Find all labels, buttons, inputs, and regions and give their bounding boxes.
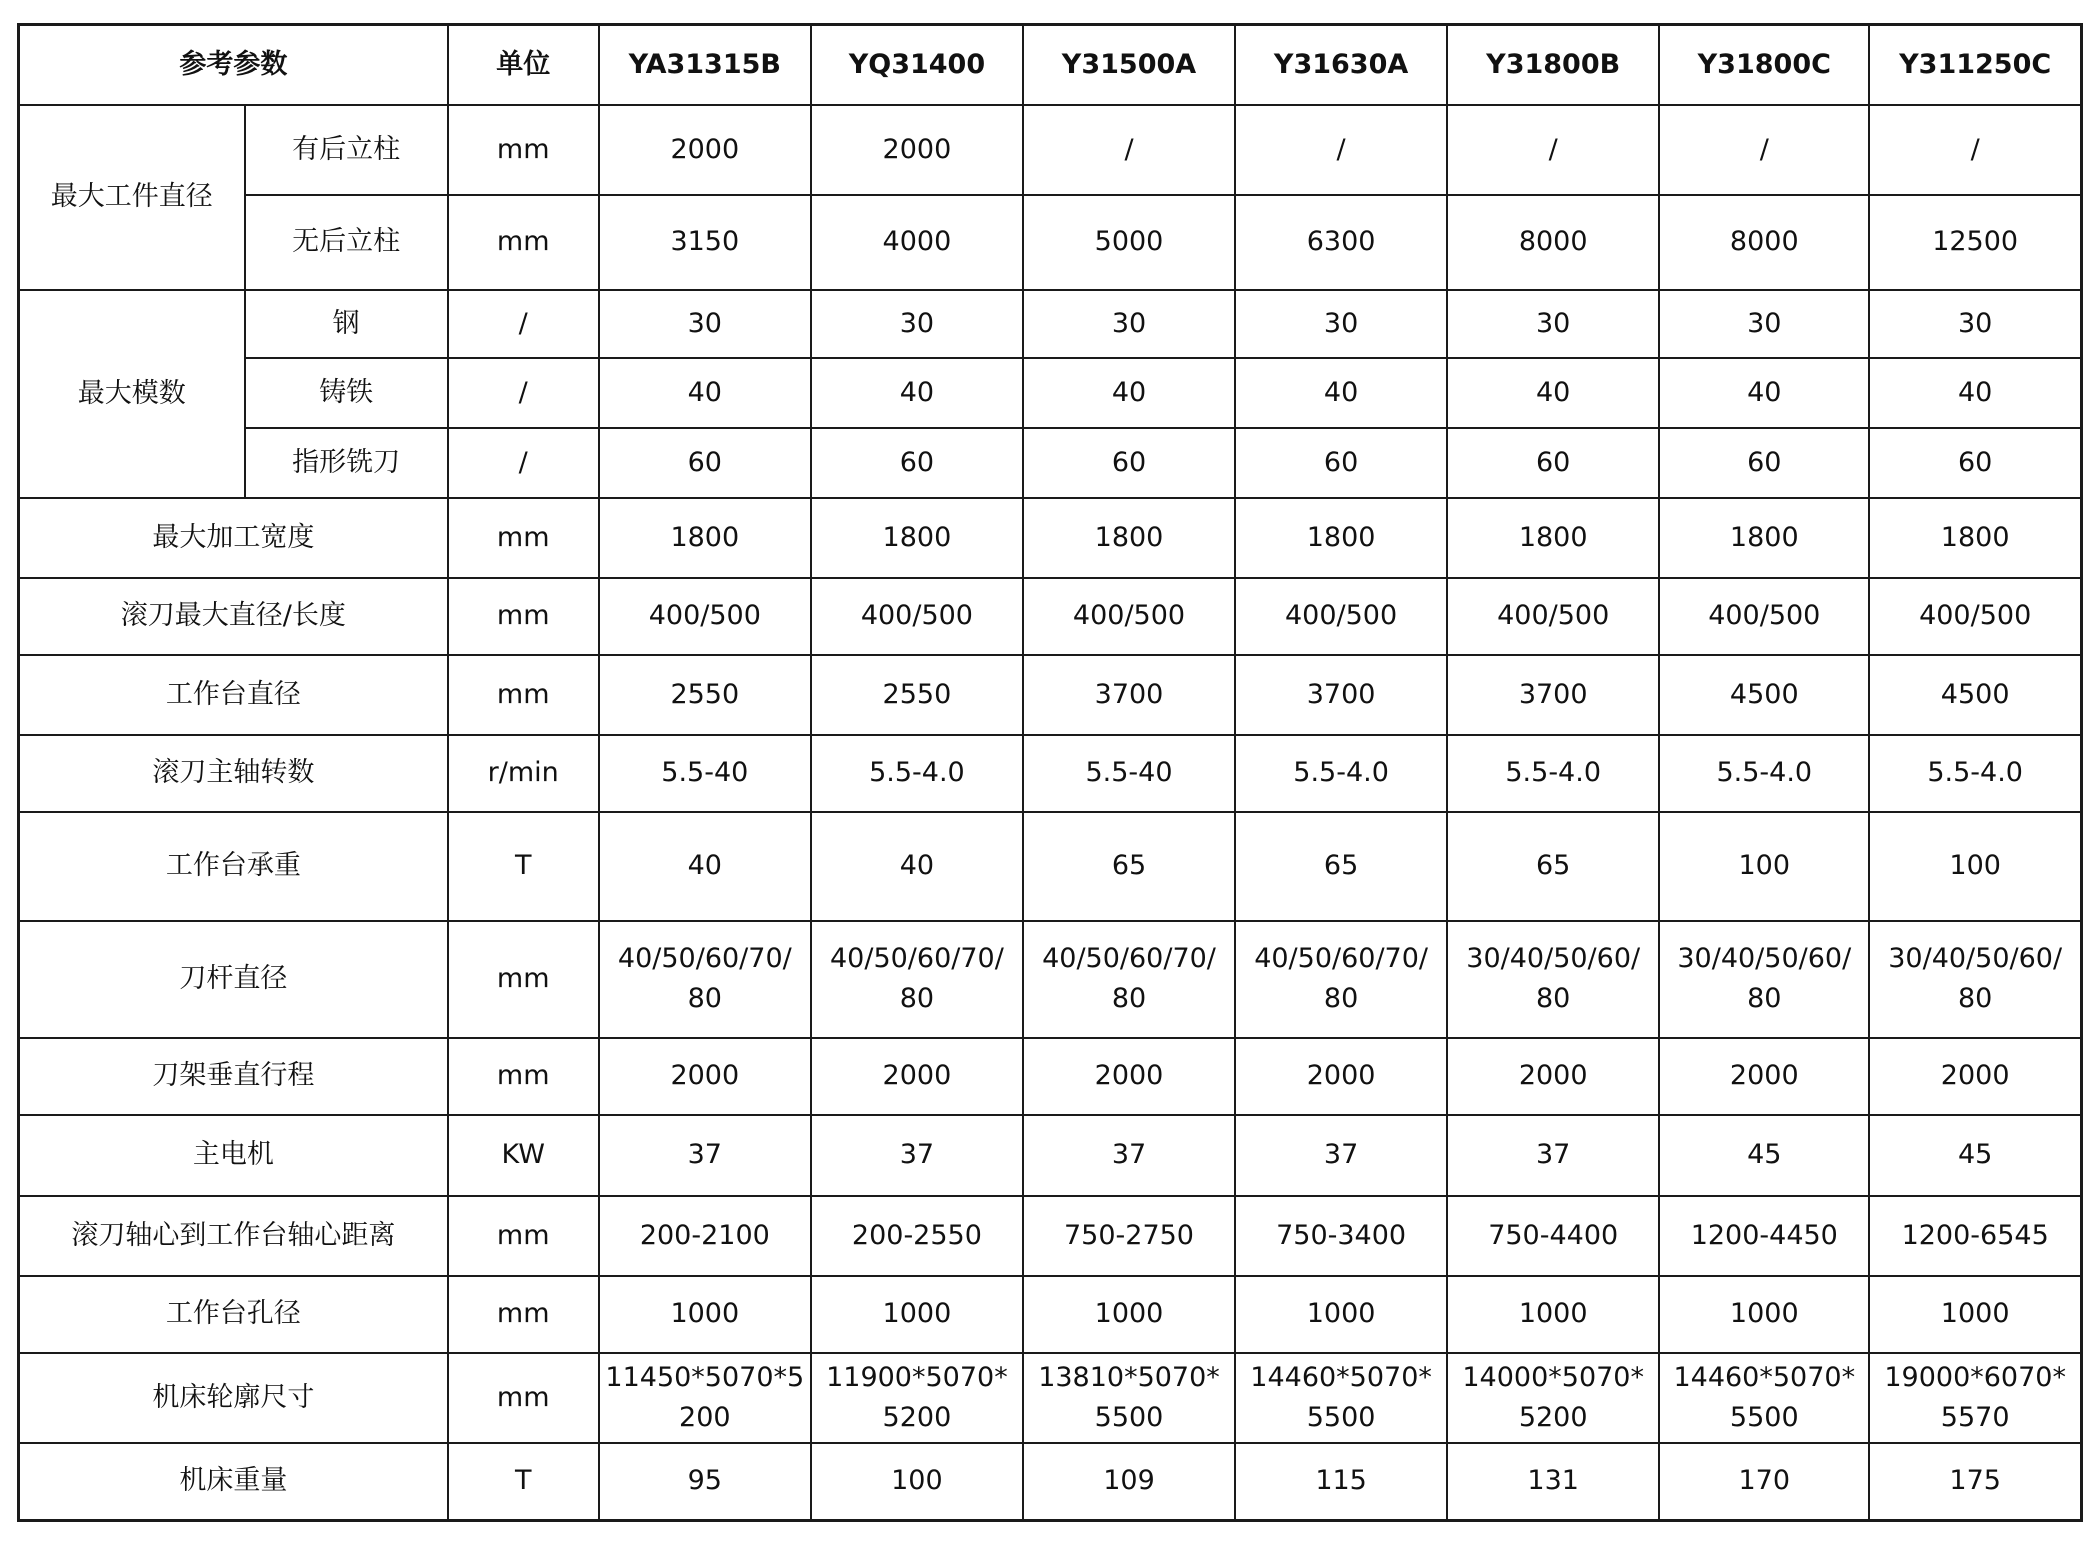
value-cell: 400/500: [1023, 578, 1235, 655]
value-line: 30/40/50/60/: [1466, 943, 1641, 974]
value-line: 5200: [882, 1401, 952, 1433]
value-cell: 2000: [1869, 1038, 2081, 1115]
value-cell: 40: [1447, 358, 1659, 428]
row-label: 滚刀轴心到工作台轴心距离: [19, 1196, 448, 1276]
value-cell: 1200-4450: [1659, 1196, 1869, 1276]
value-cell: [1447, 1353, 1659, 1443]
value-cell: 400/500: [1869, 578, 2081, 655]
value-cell: 12500: [1869, 195, 2081, 290]
value-cell: 5000: [1023, 195, 1235, 290]
value-cell: 1800: [1659, 498, 1869, 578]
value-cell: /: [1869, 105, 2081, 195]
value-line: 30/40/50/60/: [1888, 943, 2063, 974]
value-cell: 750-4400: [1447, 1196, 1659, 1276]
value-line: 80: [1536, 983, 1571, 1014]
value-line: 40/50/60/70/: [1254, 943, 1428, 974]
row-label: 主电机: [19, 1115, 448, 1196]
value-cell: 40: [1235, 358, 1447, 428]
value-cell: 40: [811, 358, 1023, 428]
value-line: 80: [1111, 983, 1147, 1014]
value-cell: 3700: [1447, 655, 1659, 735]
value-cell: 95: [599, 1443, 811, 1521]
value-cell: 8000: [1659, 195, 1869, 290]
value-cell: 131: [1447, 1443, 1659, 1521]
header-model: YA31315B: [599, 25, 811, 105]
value-line: 5570: [1940, 1401, 2010, 1433]
value-cell: 400/500: [1235, 578, 1447, 655]
value-cell: /: [1659, 105, 1869, 195]
table-row: [19, 105, 2082, 195]
row-label: 铸铁: [245, 358, 448, 428]
row-label: 指形铣刀: [245, 428, 448, 498]
value-cell: [811, 1353, 1023, 1443]
value-cell: 8000: [1447, 195, 1659, 290]
row-label: 工作台孔径: [19, 1276, 448, 1353]
value-cell: 40: [811, 812, 1023, 921]
value-cell: 65: [1447, 812, 1659, 921]
unit-cell: mm: [448, 921, 599, 1038]
value-cell: 1000: [1659, 1276, 1869, 1353]
value-line: 14460*5070*: [1673, 1361, 1856, 1393]
value-cell: 60: [1023, 428, 1235, 498]
value-cell: 1800: [599, 498, 811, 578]
unit-cell: mm: [448, 1276, 599, 1353]
value-cell: 65: [1023, 812, 1235, 921]
value-cell: 1800: [1235, 498, 1447, 578]
value-cell: 1000: [811, 1276, 1023, 1353]
value-cell: [1447, 921, 1659, 1038]
value-cell: [1869, 1353, 2081, 1443]
value-cell: 4000: [811, 195, 1023, 290]
value-cell: 100: [811, 1443, 1023, 1521]
row-label: 机床轮廓尺寸: [19, 1353, 448, 1443]
value-cell: [1659, 921, 1869, 1038]
row-label: 滚刀最大直径/长度: [19, 578, 448, 655]
unit-cell: mm: [448, 195, 599, 290]
value-cell: 3150: [599, 195, 811, 290]
value-line: 40/50/60/70/: [1042, 943, 1216, 974]
unit-cell: mm: [448, 1196, 599, 1276]
value-cell: 175: [1869, 1443, 2081, 1521]
value-cell: 5.5-4.0: [811, 735, 1023, 812]
value-cell: 115: [1235, 1443, 1447, 1521]
unit-cell: mm: [448, 578, 599, 655]
unit-cell: T: [448, 1443, 599, 1521]
value-cell: [599, 921, 811, 1038]
group-label-max-workpiece-diameter: 最大工件直径: [19, 105, 245, 290]
value-line: 30/40/50/60/: [1677, 943, 1852, 974]
value-line: 40/50/60/70/: [830, 943, 1004, 974]
value-cell: 40: [599, 812, 811, 921]
value-line: 5500: [1306, 1401, 1376, 1433]
value-cell: 30: [1023, 290, 1235, 358]
unit-cell: mm: [448, 655, 599, 735]
value-cell: 37: [811, 1115, 1023, 1196]
value-line: 14000*5070*: [1462, 1361, 1644, 1393]
value-line: 200: [679, 1401, 731, 1433]
table-row: [19, 921, 2082, 1038]
unit-cell: /: [448, 358, 599, 428]
row-label: 刀架垂直行程: [19, 1038, 448, 1115]
row-label: 机床重量: [19, 1443, 448, 1521]
value-line: 5200: [1518, 1401, 1588, 1433]
value-cell: 30: [1447, 290, 1659, 358]
value-cell: 45: [1659, 1115, 1869, 1196]
unit-cell: /: [448, 428, 599, 498]
value-cell: 1000: [1023, 1276, 1235, 1353]
value-cell: /: [1023, 105, 1235, 195]
value-line: 14460*5070*: [1250, 1361, 1432, 1393]
value-cell: 40: [599, 358, 811, 428]
value-cell: 2550: [599, 655, 811, 735]
value-cell: 40: [1869, 358, 2081, 428]
value-cell: 5.5-4.0: [1447, 735, 1659, 812]
unit-cell: /: [448, 290, 599, 358]
value-cell: 3700: [1235, 655, 1447, 735]
value-cell: 2000: [811, 105, 1023, 195]
value-cell: 200-2100: [599, 1196, 811, 1276]
table-row: [19, 195, 2082, 290]
row-label: 滚刀主轴转数: [19, 735, 448, 812]
value-line: 19000*6070*: [1884, 1361, 2066, 1393]
value-cell: 170: [1659, 1443, 1869, 1521]
value-cell: 2000: [811, 1038, 1023, 1115]
table-row: [19, 290, 2082, 358]
value-cell: 37: [1447, 1115, 1659, 1196]
value-cell: 5.5-40: [1023, 735, 1235, 812]
header-unit: 单位: [448, 25, 599, 105]
value-cell: 5.5-40: [599, 735, 811, 812]
header-model: Y31800C: [1659, 25, 1869, 105]
value-cell: 30: [1235, 290, 1447, 358]
table-row: [19, 1443, 2082, 1521]
value-cell: 100: [1869, 812, 2081, 921]
row-label: 工作台承重: [19, 812, 448, 921]
value-cell: 1800: [811, 498, 1023, 578]
row-label: 有后立柱: [245, 105, 448, 195]
value-cell: 60: [1869, 428, 2081, 498]
value-cell: 1000: [1869, 1276, 2081, 1353]
row-label: 无后立柱: [245, 195, 448, 290]
spec-table: [17, 23, 2083, 1522]
value-cell: [1869, 921, 2081, 1038]
row-label: 工作台直径: [19, 655, 448, 735]
value-cell: 37: [599, 1115, 811, 1196]
value-cell: 6300: [1235, 195, 1447, 290]
value-cell: [811, 921, 1023, 1038]
value-cell: 4500: [1869, 655, 2081, 735]
value-cell: 60: [811, 428, 1023, 498]
table-row: [19, 1196, 2082, 1276]
value-line: 80: [687, 983, 722, 1014]
value-cell: 1000: [599, 1276, 811, 1353]
value-cell: 37: [1023, 1115, 1235, 1196]
table-row: [19, 1038, 2082, 1115]
value-cell: 30: [1869, 290, 2081, 358]
value-cell: 5.5-4.0: [1235, 735, 1447, 812]
unit-cell: T: [448, 812, 599, 921]
table-row: [19, 735, 2082, 812]
value-cell: 60: [1447, 428, 1659, 498]
value-cell: /: [1235, 105, 1447, 195]
value-cell: 30: [811, 290, 1023, 358]
value-cell: 400/500: [599, 578, 811, 655]
row-label: 刀杆直径: [19, 921, 448, 1038]
value-cell: [1023, 921, 1235, 1038]
value-cell: 1800: [1869, 498, 2081, 578]
table-row: [19, 1353, 2082, 1443]
value-cell: 1200-6545: [1869, 1196, 2081, 1276]
header-model: Y31800B: [1447, 25, 1659, 105]
unit-cell: mm: [448, 1353, 599, 1443]
value-cell: 200-2550: [811, 1196, 1023, 1276]
value-cell: 65: [1235, 812, 1447, 921]
value-cell: 750-3400: [1235, 1196, 1447, 1276]
value-cell: [599, 1353, 811, 1443]
value-cell: 5.5-4.0: [1869, 735, 2081, 812]
header-model: Y31630A: [1235, 25, 1447, 105]
value-line: 80: [1323, 983, 1359, 1014]
value-line: 5500: [1094, 1401, 1164, 1433]
value-cell: 40: [1023, 358, 1235, 428]
table-row: [19, 498, 2082, 578]
header-row: [19, 25, 2082, 105]
value-cell: 4500: [1659, 655, 1869, 735]
value-cell: 1800: [1023, 498, 1235, 578]
value-cell: [1235, 921, 1447, 1038]
unit-cell: mm: [448, 105, 599, 195]
value-cell: 2000: [1235, 1038, 1447, 1115]
value-cell: 37: [1235, 1115, 1447, 1196]
unit-cell: r/min: [448, 735, 599, 812]
value-line: 13810*5070*: [1038, 1361, 1220, 1393]
value-cell: 1000: [1235, 1276, 1447, 1353]
value-cell: 400/500: [811, 578, 1023, 655]
value-line: 5500: [1729, 1401, 1799, 1433]
value-cell: 2000: [1023, 1038, 1235, 1115]
value-line: 40/50/60/70/: [617, 943, 792, 974]
value-cell: 400/500: [1659, 578, 1869, 655]
table-row: [19, 655, 2082, 735]
value-cell: 2000: [1659, 1038, 1869, 1115]
value-cell: /: [1447, 105, 1659, 195]
value-line: 80: [1957, 983, 1993, 1014]
group-label-max-module: 最大模数: [19, 290, 245, 498]
value-cell: 2000: [1447, 1038, 1659, 1115]
value-cell: 400/500: [1447, 578, 1659, 655]
table-row: [19, 428, 2082, 498]
table-row: [19, 578, 2082, 655]
value-cell: 3700: [1023, 655, 1235, 735]
table-row: [19, 358, 2082, 428]
value-line: 11450*5070*5: [605, 1361, 805, 1393]
value-cell: 109: [1023, 1443, 1235, 1521]
table-row: [19, 1276, 2082, 1353]
header-model: YQ31400: [811, 25, 1023, 105]
unit-cell: mm: [448, 498, 599, 578]
value-cell: 5.5-4.0: [1659, 735, 1869, 812]
header-param: 参考参数: [19, 25, 448, 105]
value-cell: 30: [1659, 290, 1869, 358]
value-cell: 30: [599, 290, 811, 358]
value-cell: [1659, 1353, 1869, 1443]
value-cell: 100: [1659, 812, 1869, 921]
header-model: Y311250C: [1869, 25, 2081, 105]
value-cell: 60: [1235, 428, 1447, 498]
value-line: 80: [899, 983, 935, 1014]
value-cell: 2000: [599, 1038, 811, 1115]
value-line: 80: [1747, 983, 1782, 1014]
value-line: 11900*5070*: [826, 1361, 1008, 1393]
unit-cell: KW: [448, 1115, 599, 1196]
value-cell: 750-2750: [1023, 1196, 1235, 1276]
value-cell: 2550: [811, 655, 1023, 735]
value-cell: 1800: [1447, 498, 1659, 578]
table-row: [19, 812, 2082, 921]
value-cell: 60: [599, 428, 811, 498]
header-model: Y31500A: [1023, 25, 1235, 105]
value-cell: 40: [1659, 358, 1869, 428]
unit-cell: mm: [448, 1038, 599, 1115]
value-cell: [1023, 1353, 1235, 1443]
value-cell: 60: [1659, 428, 1869, 498]
value-cell: 45: [1869, 1115, 2081, 1196]
value-cell: [1235, 1353, 1447, 1443]
row-label: 最大加工宽度: [19, 498, 448, 578]
value-cell: 2000: [599, 105, 811, 195]
row-label: 钢: [245, 290, 448, 358]
value-cell: 1000: [1447, 1276, 1659, 1353]
table-row: [19, 1115, 2082, 1196]
